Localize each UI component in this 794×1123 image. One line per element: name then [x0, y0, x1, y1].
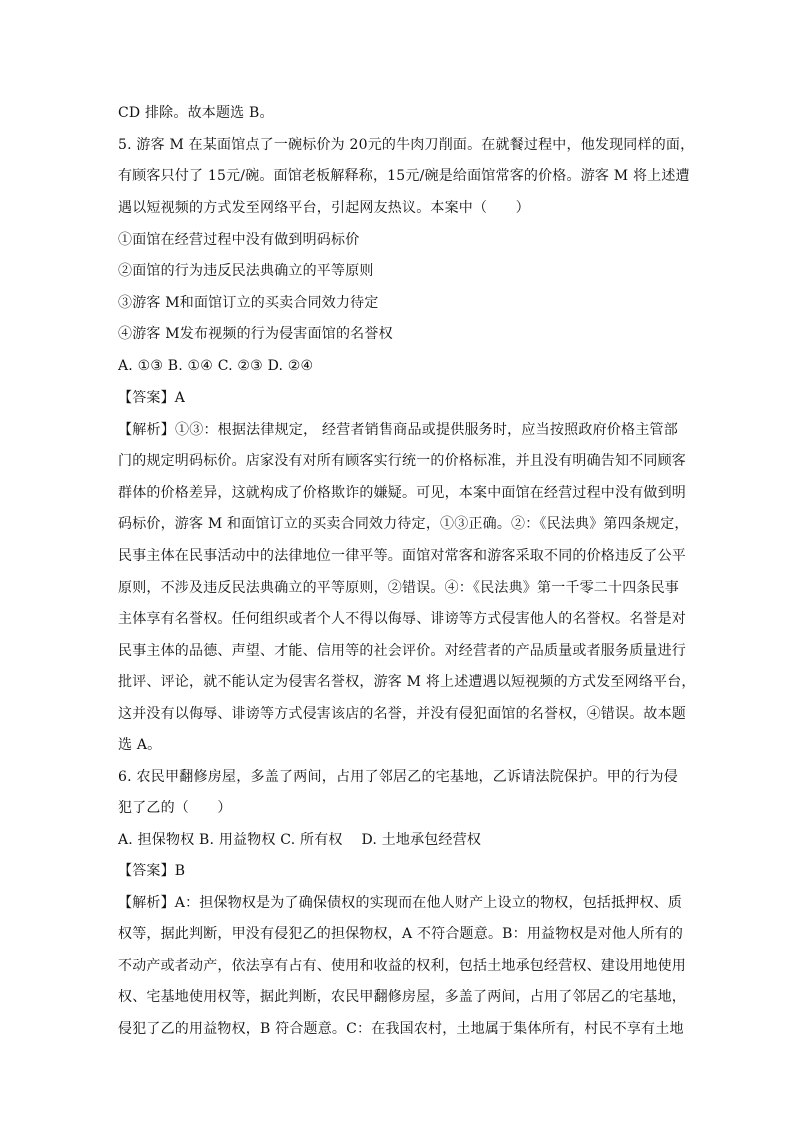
analysis-line: 这并没有以侮辱、诽谤等方式侵害该店的名誉，并没有侵犯面馆的名誉权，④错误。故本题 [118, 706, 686, 722]
analysis-line: 群体的价格差异，这就构成了价格欺诈的嫌疑。可见，本案中面馆在经营过程中没有做到明 [118, 485, 686, 501]
analysis-line: 权等，据此判断，甲没有侵犯乙的担保物权，A 不符合题意。B：用益物权是对他人所有的 [118, 926, 684, 942]
analysis-line: 【解析】①③：根据法律规定， 经营者销售商品或提供服务时，应当按照政府价格主管部 [118, 422, 678, 438]
question-5-line: 遇以短视频的方式发至网络平台，引起网友热议。本案中（ ） [118, 200, 530, 216]
statement-3: ③游客 M和面馆订立的买卖合同效力待定 [118, 295, 379, 311]
analysis-line: 码标价，游客 M 和面馆订立的买卖合同效力待定，①③正确。②：《民法典》第四条规定， [118, 516, 689, 532]
answer-label: 【答案】A [118, 390, 186, 406]
question-6-line: 犯了乙的（ ） [118, 800, 232, 816]
answer-options: A. 担保物权 B. 用益物权 C. 所有权 D. 土地承包经营权 [118, 832, 482, 848]
analysis-line: 权、宅基地使用权等，据此判断，农民甲翻修房屋，多盖了两间，占用了邻居乙的宅基地， [118, 989, 686, 1005]
analysis-line: 民事主体的品德、声望、才能、信用等的社会评价。对经营者的产品质量或者服务质量进行 [118, 643, 686, 659]
analysis-line: 原则，不涉及违反民法典确立的平等原则，②错误。④：《民法典》第一千零二十四条民事 [118, 580, 679, 596]
statement-4: ④游客 M发布视频的行为侵害面馆的名誉权 [118, 326, 393, 342]
analysis-line: 侵犯了乙的用益物权，B 符合题意。C：在我国农村，土地属于集体所有，村民不享有土地 [118, 1021, 684, 1037]
analysis-line: 不动产或者动产，依法享有占有、使用和收益的权利，包括土地承包经营权、建设用地使用 [118, 958, 686, 974]
analysis-line: 【解析】A：担保物权是为了确保债权的实现而在他人财产上设立的物权，包括抵押权、质 [118, 895, 683, 911]
text-line: CD 排除。故本题选 B。 [118, 105, 274, 121]
answer-options: A. ①③ B. ①④ C. ②③ D. ②④ [118, 358, 314, 374]
analysis-line: 主体享有名誉权。任何组织或者个人不得以侮辱、诽谤等方式侵害他人的名誉权。名誉是对 [118, 611, 686, 627]
question-5-line: 5. 游客 M 在某面馆点了一碗标价为 20元的牛肉刀削面。在就餐过程中，他发现同样的面， [118, 137, 695, 153]
analysis-line: 民事主体在民事活动中的法律地位一律平等。面馆对常客和游客采取不同的价格违反了公平 [118, 548, 686, 564]
analysis-line: 选 A。 [118, 737, 162, 753]
answer-label: 【答案】B [118, 863, 186, 879]
analysis-line: 批评、评论，就不能认定为侵害名誉权，游客 M 将上述遭遇以短视频的方式发至网络平台， [118, 674, 696, 690]
statement-1: ①面馆在经营过程中没有做到明码标价 [118, 232, 360, 248]
question-6-line: 6. 农民甲翻修房屋，多盖了两间，占用了邻居乙的宅基地，乙诉请法院保护。甲的行为侵 [118, 769, 678, 785]
analysis-line: 门的规定明码标价。店家没有对所有顾客实行统一的价格标准，并且没有明确告知不同顾客 [118, 453, 686, 469]
question-5-line: 有顾客只付了 15元/碗。面馆老板解释称，15元/碗是给面馆常客的价格。游客 M 将上述遭 [118, 168, 690, 184]
statement-2: ②面馆的行为违反民法典确立的平等原则 [118, 263, 374, 279]
